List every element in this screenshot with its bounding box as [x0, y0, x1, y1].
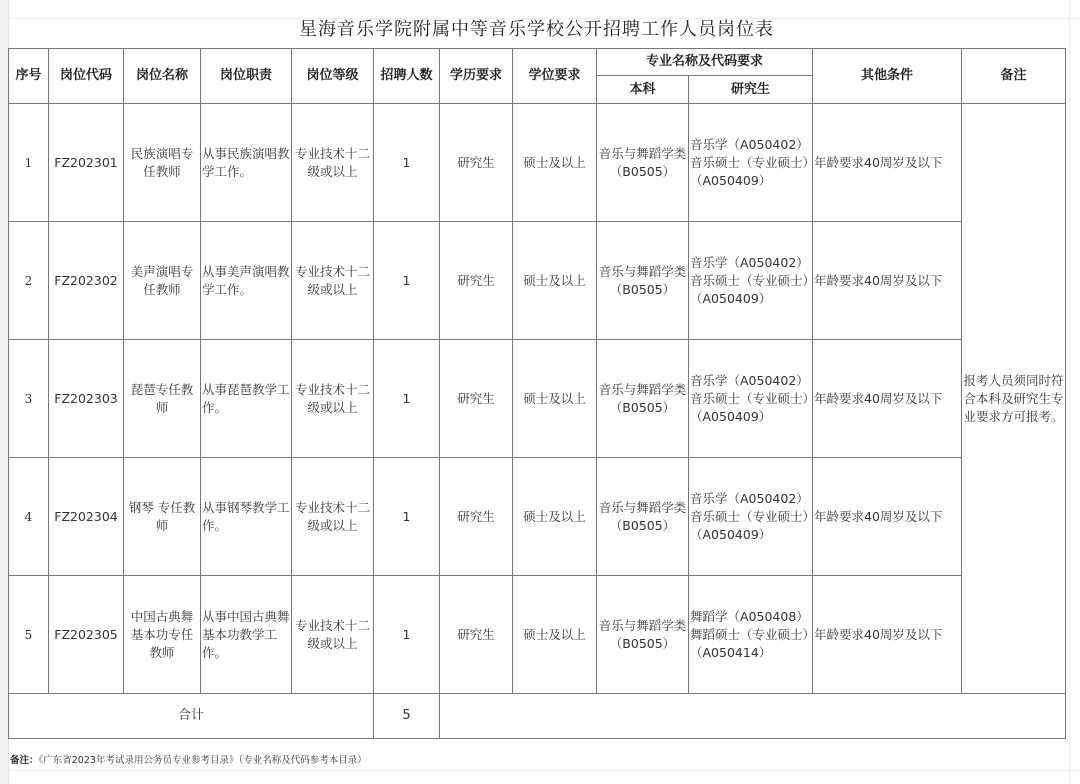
- cell-name: 钢琴 专任教师: [124, 458, 201, 576]
- cell-code: FZ202303: [49, 340, 124, 458]
- table-row: [9, 104, 1066, 222]
- cell-duty: 从事钢琴教学工作。: [201, 458, 292, 576]
- cell-index: 1: [9, 104, 49, 222]
- cell-level: 专业技术十二级或以上: [292, 104, 374, 222]
- cell-other: 年龄要求40周岁及以下: [813, 576, 962, 694]
- cell-postgrad: 音乐学（A050402）音乐硕士（专业硕士）（A050409）: [689, 458, 813, 576]
- cell-duty: 从事民族演唱教学工作。: [201, 104, 292, 222]
- footnote-text: 《广东省2023年考试录用公务员专业参考目录》（专业名称及代码参考本目录）: [38, 755, 367, 766]
- cell-duty: 从事中国古典舞基本功教学工作。: [201, 576, 292, 694]
- cell-degree: 硕士及以上: [513, 458, 597, 576]
- header-major-group: 专业名称及代码要求: [597, 49, 813, 76]
- cell-undergrad: 音乐与舞蹈学类（B0505）: [597, 104, 689, 222]
- total-value: 5: [374, 694, 440, 739]
- cell-index: 4: [9, 458, 49, 576]
- cell-count: 1: [374, 222, 440, 340]
- header-level: 岗位等级: [292, 49, 374, 104]
- header-count: 招聘人数: [374, 49, 440, 104]
- cell-code: FZ202302: [49, 222, 124, 340]
- cell-index: 3: [9, 340, 49, 458]
- cell-degree: 硕士及以上: [513, 576, 597, 694]
- table-row: [9, 458, 1066, 576]
- sheet-gridline: [1069, 0, 1070, 784]
- cell-postgrad: 音乐学（A050402）音乐硕士（专业硕士）（A050409）: [689, 222, 813, 340]
- cell-remark: 报考人员须同时符合本科及研究生专业要求方可报考。: [962, 104, 1066, 694]
- cell-count: 1: [374, 104, 440, 222]
- header-other: 其他条件: [813, 49, 962, 104]
- cell-name: 民族演唱专任教师: [124, 104, 201, 222]
- footnote: [10, 752, 367, 766]
- table-row: [9, 576, 1066, 694]
- cell-duty: 从事琵琶教学工作。: [201, 340, 292, 458]
- cell-education: 研究生: [440, 340, 513, 458]
- header-index: 序号: [9, 49, 49, 104]
- cell-education: 研究生: [440, 576, 513, 694]
- cell-index: 2: [9, 222, 49, 340]
- cell-code: FZ202305: [49, 576, 124, 694]
- header-remark: 备注: [962, 49, 1066, 104]
- cell-other: 年龄要求40周岁及以下: [813, 340, 962, 458]
- cell-name: 琵琶专任教师: [124, 340, 201, 458]
- cell-level: 专业技术十二级或以上: [292, 340, 374, 458]
- cell-undergrad: 音乐与舞蹈学类（B0505）: [597, 576, 689, 694]
- cell-undergrad: 音乐与舞蹈学类（B0505）: [597, 340, 689, 458]
- cell-other: 年龄要求40周岁及以下: [813, 222, 962, 340]
- cell-education: 研究生: [440, 104, 513, 222]
- cell-code: FZ202304: [49, 458, 124, 576]
- cell-education: 研究生: [440, 222, 513, 340]
- cell-count: 1: [374, 458, 440, 576]
- cell-undergrad: 音乐与舞蹈学类（B0505）: [597, 222, 689, 340]
- cell-code: FZ202301: [49, 104, 124, 222]
- job-positions-table: [8, 48, 1066, 739]
- header-postgrad: 研究生: [689, 76, 813, 104]
- cell-degree: 硕士及以上: [513, 340, 597, 458]
- header-name: 岗位名称: [124, 49, 201, 104]
- header-duty: 岗位职责: [201, 49, 292, 104]
- header-code: 岗位代码: [49, 49, 124, 104]
- cell-name: 美声演唱专任教师: [124, 222, 201, 340]
- header-degree: 学位要求: [513, 49, 597, 104]
- cell-degree: 硕士及以上: [513, 104, 597, 222]
- cell-postgrad: 舞蹈学（A050408）舞蹈硕士（专业硕士）（A050414）: [689, 576, 813, 694]
- cell-postgrad: 音乐学（A050402）音乐硕士（专业硕士）（A050409）: [689, 340, 813, 458]
- cell-undergrad: 音乐与舞蹈学类（B0505）: [597, 458, 689, 576]
- page-title: 星海音乐学院附属中等音乐学校公开招聘工作人员岗位表: [299, 19, 774, 40]
- total-label: 合计: [9, 694, 374, 739]
- cell-level: 专业技术十二级或以上: [292, 576, 374, 694]
- header-undergrad: 本科: [597, 76, 689, 104]
- cell-level: 专业技术十二级或以上: [292, 222, 374, 340]
- cell-duty: 从事美声演唱教学工作。: [201, 222, 292, 340]
- table-row: [9, 222, 1066, 340]
- cell-education: 研究生: [440, 458, 513, 576]
- cell-name: 中国古典舞基本功专任教师: [124, 576, 201, 694]
- cell-other: 年龄要求40周岁及以下: [813, 104, 962, 222]
- cell-count: 1: [374, 340, 440, 458]
- cell-other: 年龄要求40周岁及以下: [813, 458, 962, 576]
- footnote-label: 备注：: [10, 755, 39, 766]
- cell-degree: 硕士及以上: [513, 222, 597, 340]
- total-row: [9, 694, 1066, 739]
- cell-level: 专业技术十二级或以上: [292, 458, 374, 576]
- total-empty: [440, 694, 1066, 739]
- cell-index: 5: [9, 576, 49, 694]
- cell-postgrad: 音乐学（A050402）音乐硕士（专业硕士）（A050409）: [689, 104, 813, 222]
- header-education: 学历要求: [440, 49, 513, 104]
- sheet-gridline: [8, 770, 1080, 771]
- table-row: [9, 340, 1066, 458]
- cell-count: 1: [374, 576, 440, 694]
